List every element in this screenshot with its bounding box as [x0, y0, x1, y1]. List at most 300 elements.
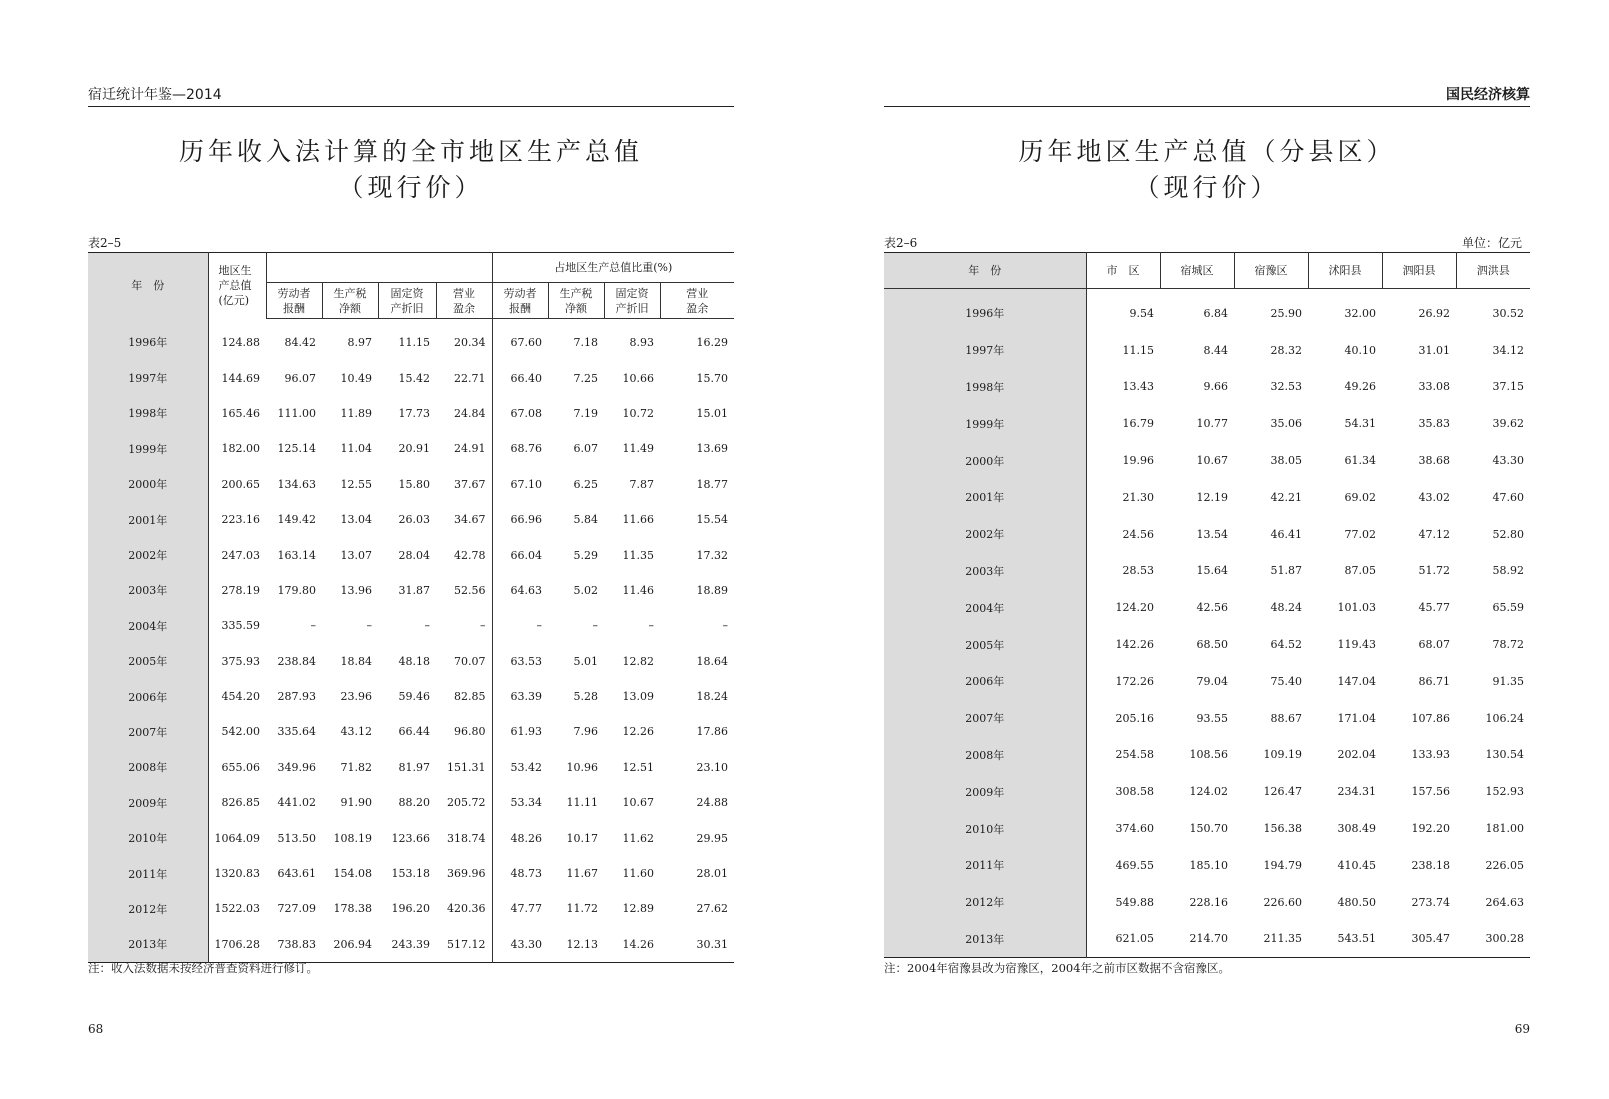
table-cell: 33.08	[1418, 380, 1450, 394]
table-cell: 14.26	[622, 937, 654, 951]
row-year: 2010年	[88, 820, 208, 855]
table-cell: 24.88	[696, 796, 728, 810]
table-cell: 15.70	[696, 371, 728, 385]
row-year: 2004年	[88, 608, 208, 643]
table-cell: 211.35	[1263, 932, 1302, 946]
table-cell: 11.15	[1086, 332, 1160, 369]
table-cell: 43.30	[1492, 454, 1524, 468]
table-cell: 151.31	[447, 760, 486, 774]
table-cell: 11.67	[566, 867, 598, 881]
header-district: 沭阳县	[1308, 253, 1382, 289]
table-cell: 11.72	[566, 902, 598, 916]
table-row	[884, 589, 1530, 626]
table-cell: 124.20	[1086, 589, 1160, 626]
header-year: 年 份	[88, 253, 208, 319]
table-cell: –	[480, 619, 486, 633]
table-row	[884, 369, 1530, 406]
table-cell: 77.02	[1344, 527, 1376, 541]
row-year: 2009年	[88, 785, 208, 820]
table-cell: 202.04	[1337, 748, 1376, 762]
table-cell: 22.71	[454, 371, 486, 385]
table-cell: 13.54	[1196, 527, 1228, 541]
row-year: 2005年	[88, 644, 208, 679]
table-cell: 17.86	[696, 725, 728, 739]
table-row	[884, 332, 1530, 369]
table-cell: 655.06	[208, 750, 266, 785]
table-cell: 144.69	[208, 360, 266, 395]
row-year: 2007年	[88, 714, 208, 749]
table-cell: 19.96	[1086, 442, 1160, 479]
table-cell: 16.29	[696, 336, 728, 350]
table-cell: 81.97	[398, 760, 430, 774]
row-year: 2013年	[884, 921, 1086, 958]
table-row	[88, 714, 734, 749]
table-cell: 12.13	[566, 937, 598, 951]
table-row	[88, 360, 734, 395]
table-cell: 48.18	[398, 654, 430, 668]
table-cell: 206.94	[333, 937, 372, 951]
header-surplus: 营业 盈余	[436, 283, 492, 319]
header-gdp-line2: 产总值	[218, 279, 252, 293]
table-cell: 228.16	[1189, 895, 1228, 909]
table-cell: 621.05	[1086, 921, 1160, 958]
table-cell: 738.83	[277, 937, 316, 951]
table-cell: 11.46	[622, 583, 654, 597]
table-cell: 88.67	[1270, 711, 1302, 725]
table-cell: 10.67	[622, 796, 654, 810]
table-cell: 11.62	[622, 831, 654, 845]
table-cell: 15.42	[398, 371, 430, 385]
table-cell: 70.07	[454, 654, 486, 668]
table-cell: 86.71	[1418, 674, 1450, 688]
table-cell: 153.18	[391, 867, 430, 881]
table-cell: 12.55	[340, 477, 372, 491]
table-cell: 64.52	[1270, 638, 1302, 652]
table-row	[884, 626, 1530, 663]
table-cell: 1706.28	[208, 927, 266, 963]
table-cell: 17.32	[696, 548, 728, 562]
row-year: 2001年	[88, 502, 208, 537]
table-cell: 7.25	[573, 371, 598, 385]
table-cell: 12.82	[622, 654, 654, 668]
table-cell: 156.38	[1263, 822, 1302, 836]
table-cell: 23.96	[340, 690, 372, 704]
table-cell: 10.66	[622, 371, 654, 385]
header-district: 泗阳县	[1382, 253, 1456, 289]
table-cell: 35.83	[1418, 417, 1450, 431]
table-cell: 7.19	[573, 406, 598, 420]
table-cell: 9.54	[1086, 289, 1160, 332]
table-cell: 349.96	[277, 760, 316, 774]
table-cell: 517.12	[447, 937, 486, 951]
table-cell: 79.04	[1196, 674, 1228, 688]
table-row	[884, 773, 1530, 810]
table-cell: 32.53	[1270, 380, 1302, 394]
table-row	[88, 820, 734, 855]
table-cell: 178.38	[333, 902, 372, 916]
table-code-2-6: 表2–6	[884, 236, 918, 250]
table-cell: 47.60	[1492, 490, 1524, 504]
table-cell: 17.73	[398, 406, 430, 420]
table-cell: 542.00	[208, 714, 266, 749]
table-cell: 5.02	[573, 583, 598, 597]
table-cell: 15.01	[696, 406, 728, 420]
table-cell: 192.20	[1411, 822, 1450, 836]
row-year: 1998年	[884, 369, 1086, 406]
table-cell: 226.60	[1263, 895, 1302, 909]
table-cell: 1064.09	[208, 820, 266, 855]
table-cell: 826.85	[208, 785, 266, 820]
table-cell: 133.93	[1411, 748, 1450, 762]
table-cell: 172.26	[1086, 663, 1160, 700]
table-row	[88, 467, 734, 502]
table-cell: 11.35	[622, 548, 654, 562]
table-cell: 43.02	[1418, 490, 1450, 504]
table-cell: 11.60	[622, 867, 654, 881]
table-cell: 420.36	[447, 902, 486, 916]
table-cell: 513.50	[277, 831, 316, 845]
left-title-line2: （现行价）	[338, 173, 484, 202]
table-row	[88, 785, 734, 820]
header-depreciation: 固定资 产折旧	[378, 283, 436, 319]
table-cell: 31.87	[398, 583, 430, 597]
row-year: 2009年	[884, 773, 1086, 810]
table-cell: 63.53	[492, 644, 548, 679]
table-cell: 39.62	[1492, 417, 1524, 431]
table-cell: 30.52	[1492, 306, 1524, 320]
table-cell: –	[592, 619, 598, 633]
table-cell: 8.97	[347, 336, 372, 350]
table-cell: 66.40	[492, 360, 548, 395]
table-cell: 13.09	[622, 690, 654, 704]
table-cell: 11.66	[622, 513, 654, 527]
table-cell: 28.53	[1086, 553, 1160, 590]
table-cell: 31.01	[1418, 343, 1450, 357]
table-cell: 28.32	[1270, 343, 1302, 357]
table-cell: 26.92	[1418, 306, 1450, 320]
table-cell: 182.00	[208, 431, 266, 466]
table-row	[88, 644, 734, 679]
table-cell: 196.20	[391, 902, 430, 916]
table-cell: 101.03	[1337, 601, 1376, 615]
header-share-group: 占地区生产总值比重(%)	[492, 253, 734, 283]
table-cell: 5.84	[573, 513, 598, 527]
right-title-line1: 历年地区生产总值（分县区）	[1018, 137, 1396, 166]
table-cell: 5.29	[573, 548, 598, 562]
table-cell: 273.74	[1411, 895, 1450, 909]
table-cell: 48.24	[1270, 601, 1302, 615]
table-cell: 28.01	[696, 867, 728, 881]
table-cell: 26.03	[398, 513, 430, 527]
table-cell: 194.79	[1263, 858, 1302, 872]
table-cell: 238.84	[277, 654, 316, 668]
table-row	[88, 608, 734, 643]
table-cell: 6.25	[573, 477, 598, 491]
table-cell: 69.02	[1344, 490, 1376, 504]
left-note: 注：收入法数据未按经济普查资料进行修订。	[88, 961, 318, 975]
table-cell: 7.96	[573, 725, 598, 739]
table-cell: 78.72	[1492, 638, 1524, 652]
row-year: 2010年	[884, 810, 1086, 847]
table-cell: 163.14	[277, 548, 316, 562]
table-cell: 226.05	[1485, 858, 1524, 872]
table-cell: 149.42	[277, 513, 316, 527]
table-cell: 84.42	[284, 336, 316, 350]
table-cell: 7.18	[573, 336, 598, 350]
table-cell: 18.77	[696, 477, 728, 491]
header-labor-share: 劳动者 报酬	[492, 283, 548, 319]
header-surplus-share: 营业 盈余	[660, 283, 734, 319]
table-cell: 308.49	[1337, 822, 1376, 836]
row-year: 2008年	[88, 750, 208, 785]
running-head-left: 宿迁统计年鉴—2014	[88, 86, 734, 107]
table-cell: 200.65	[208, 467, 266, 502]
table-cell: 68.07	[1418, 638, 1450, 652]
table-cell: 52.56	[454, 583, 486, 597]
table-cell: 88.20	[398, 796, 430, 810]
table-cell: 727.09	[277, 902, 316, 916]
row-year: 2002年	[884, 516, 1086, 553]
row-year: 2005年	[884, 626, 1086, 663]
row-year: 1996年	[88, 319, 208, 361]
table-cell: 12.19	[1196, 490, 1228, 504]
table-cell: 543.51	[1337, 932, 1376, 946]
table-row	[88, 679, 734, 714]
right-page	[884, 0, 1530, 1099]
table-cell: –	[492, 608, 548, 643]
table-row	[88, 396, 734, 431]
table-cell: 28.04	[398, 548, 430, 562]
table-cell: 68.76	[492, 431, 548, 466]
table-cell: 10.77	[1196, 417, 1228, 431]
table-row	[884, 479, 1530, 516]
table-cell: 43.12	[340, 725, 372, 739]
table-cell: 134.63	[277, 477, 316, 491]
table-cell: 107.86	[1411, 711, 1450, 725]
table-cell: 15.64	[1196, 564, 1228, 578]
table-cell: 35.06	[1270, 417, 1302, 431]
table-cell: 13.69	[696, 442, 728, 456]
table-cell: 91.90	[340, 796, 372, 810]
table-row	[88, 573, 734, 608]
table-row	[884, 847, 1530, 884]
table-cell: 8.44	[1203, 343, 1228, 357]
table-cell: 18.64	[696, 654, 728, 668]
table-cell: 154.08	[333, 867, 372, 881]
header-district: 宿豫区	[1234, 253, 1308, 289]
table-cell: 234.31	[1337, 785, 1376, 799]
table-row	[88, 927, 734, 963]
table-cell: 75.40	[1270, 674, 1302, 688]
table-cell: 49.26	[1344, 380, 1376, 394]
table-cell: 18.89	[696, 583, 728, 597]
row-year: 2000年	[88, 467, 208, 502]
row-year: 2003年	[884, 553, 1086, 590]
header-gdp	[208, 253, 266, 319]
table-cell: 37.67	[454, 477, 486, 491]
table-cell: 106.24	[1485, 711, 1524, 725]
table-row	[884, 921, 1530, 958]
table-cell: 52.80	[1492, 527, 1524, 541]
table-cell: 24.84	[454, 406, 486, 420]
table-cell: 300.28	[1485, 932, 1524, 946]
table-cell: 441.02	[277, 796, 316, 810]
table-cell: 278.19	[208, 573, 266, 608]
table-cell: 42.78	[454, 548, 486, 562]
table-cell: 48.26	[492, 820, 548, 855]
table-cell: 469.55	[1086, 847, 1160, 884]
income-gdp-table	[88, 252, 734, 963]
table-cell: 124.88	[208, 319, 266, 361]
row-year: 2001年	[884, 479, 1086, 516]
table-cell: 34.67	[454, 513, 486, 527]
table-row	[884, 516, 1530, 553]
row-year: 2004年	[884, 589, 1086, 626]
table-cell: 25.90	[1270, 306, 1302, 320]
table-cell: 157.56	[1411, 785, 1450, 799]
table-cell: 11.15	[398, 336, 430, 350]
table-cell: 150.70	[1189, 822, 1228, 836]
table-cell: 165.46	[208, 396, 266, 431]
row-year: 2003年	[88, 573, 208, 608]
table-cell: 63.39	[492, 679, 548, 714]
page-number-right: 69	[1514, 1022, 1530, 1036]
table-cell: 308.58	[1086, 773, 1160, 810]
row-year: 2011年	[884, 847, 1086, 884]
table-cell: 48.73	[492, 856, 548, 891]
table-cell: 96.07	[284, 371, 316, 385]
table-cell: 410.45	[1337, 858, 1376, 872]
table-row	[88, 537, 734, 572]
table-row	[884, 884, 1530, 921]
table-cell: 11.49	[622, 442, 654, 456]
table-cell: 51.87	[1270, 564, 1302, 578]
table-cell: 243.39	[391, 937, 430, 951]
table-cell: 67.60	[492, 319, 548, 361]
table-cell: 29.95	[696, 831, 728, 845]
table-cell: 108.19	[333, 831, 372, 845]
table-cell: 8.93	[629, 336, 654, 350]
row-year: 2011年	[88, 856, 208, 891]
table-cell: 38.68	[1418, 454, 1450, 468]
table-cell: 179.80	[277, 583, 316, 597]
table-cell: 287.93	[277, 690, 316, 704]
table-cell: –	[722, 619, 728, 633]
table-cell: 12.89	[622, 902, 654, 916]
table-cell: 124.02	[1189, 785, 1228, 799]
table-row	[884, 663, 1530, 700]
unit-label: 单位：亿元	[1461, 236, 1522, 250]
table-cell: 27.62	[696, 902, 728, 916]
left-title-line1: 历年收入法计算的全市地区生产总值	[178, 137, 643, 166]
table-cell: 11.11	[566, 796, 598, 810]
table-cell: 13.96	[340, 583, 372, 597]
table-row	[88, 891, 734, 926]
table-cell: 15.54	[696, 513, 728, 527]
table-cell: 318.74	[447, 831, 486, 845]
table-cell: 24.91	[454, 442, 486, 456]
running-head-right: 国民经济核算	[884, 86, 1530, 107]
table-code-2-5: 表2–5	[88, 236, 122, 250]
table-cell: 11.89	[340, 406, 372, 420]
table-cell: 61.34	[1344, 454, 1376, 468]
table-cell: 549.88	[1086, 884, 1160, 921]
table-cell: 24.56	[1086, 516, 1160, 553]
income-gdp-table-body	[88, 319, 734, 963]
row-year: 1998年	[88, 396, 208, 431]
table-cell: 37.15	[1492, 380, 1524, 394]
table-cell: 66.04	[492, 537, 548, 572]
header-district: 市 区	[1086, 253, 1160, 289]
table-cell: 254.58	[1086, 737, 1160, 774]
table-cell: 375.93	[208, 644, 266, 679]
table-cell: 335.64	[277, 725, 316, 739]
table-row	[884, 442, 1530, 479]
table-row	[88, 319, 734, 361]
table-cell: 59.46	[398, 690, 430, 704]
table-cell: 58.92	[1492, 564, 1524, 578]
table-cell: 10.96	[566, 760, 598, 774]
table-cell: 123.66	[391, 831, 430, 845]
header-depreciation-share: 固定资 产折旧	[604, 283, 660, 319]
table-cell: 1320.83	[208, 856, 266, 891]
table-row	[88, 750, 734, 785]
table-cell: 264.63	[1485, 895, 1524, 909]
row-year: 2013年	[88, 927, 208, 963]
table-cell: 108.56	[1189, 748, 1228, 762]
table-cell: 32.00	[1344, 306, 1376, 320]
table-cell: 42.21	[1270, 490, 1302, 504]
table-cell: 23.10	[696, 760, 728, 774]
table-cell: 126.47	[1263, 785, 1302, 799]
left-page	[88, 0, 734, 1099]
table-row	[884, 810, 1530, 847]
table-cell: 66.44	[398, 725, 430, 739]
header-gdp-line1: 地区生	[218, 264, 252, 278]
table-cell: 42.56	[1196, 601, 1228, 615]
row-year: 2007年	[884, 700, 1086, 737]
table-cell: 45.77	[1418, 601, 1450, 615]
table-cell: 335.59	[208, 608, 266, 643]
table-cell: 30.31	[696, 937, 728, 951]
right-title-line2: （现行价）	[1134, 173, 1280, 202]
table-cell: 18.24	[696, 690, 728, 704]
table-cell: 111.00	[277, 406, 316, 420]
header-year: 年 份	[884, 253, 1086, 289]
row-year: 2012年	[88, 891, 208, 926]
table-cell: 374.60	[1086, 810, 1160, 847]
header-district: 泗洪县	[1456, 253, 1530, 289]
table-cell: 66.96	[492, 502, 548, 537]
table-cell: 87.05	[1344, 564, 1376, 578]
table-cell: 10.67	[1196, 454, 1228, 468]
table-cell: 171.04	[1337, 711, 1376, 725]
row-year: 2012年	[884, 884, 1086, 921]
table-cell: 53.42	[492, 750, 548, 785]
table-cell: 9.66	[1203, 380, 1228, 394]
table-cell: 12.26	[622, 725, 654, 739]
table-cell: 51.72	[1418, 564, 1450, 578]
table-cell: 643.61	[277, 867, 316, 881]
table-cell: 205.72	[447, 796, 486, 810]
table-row	[884, 553, 1530, 590]
row-year: 1996年	[884, 289, 1086, 332]
table-cell: 68.50	[1196, 638, 1228, 652]
table-cell: –	[424, 619, 430, 633]
table-cell: 11.04	[340, 442, 372, 456]
table-row	[884, 405, 1530, 442]
table-cell: 16.79	[1086, 405, 1160, 442]
